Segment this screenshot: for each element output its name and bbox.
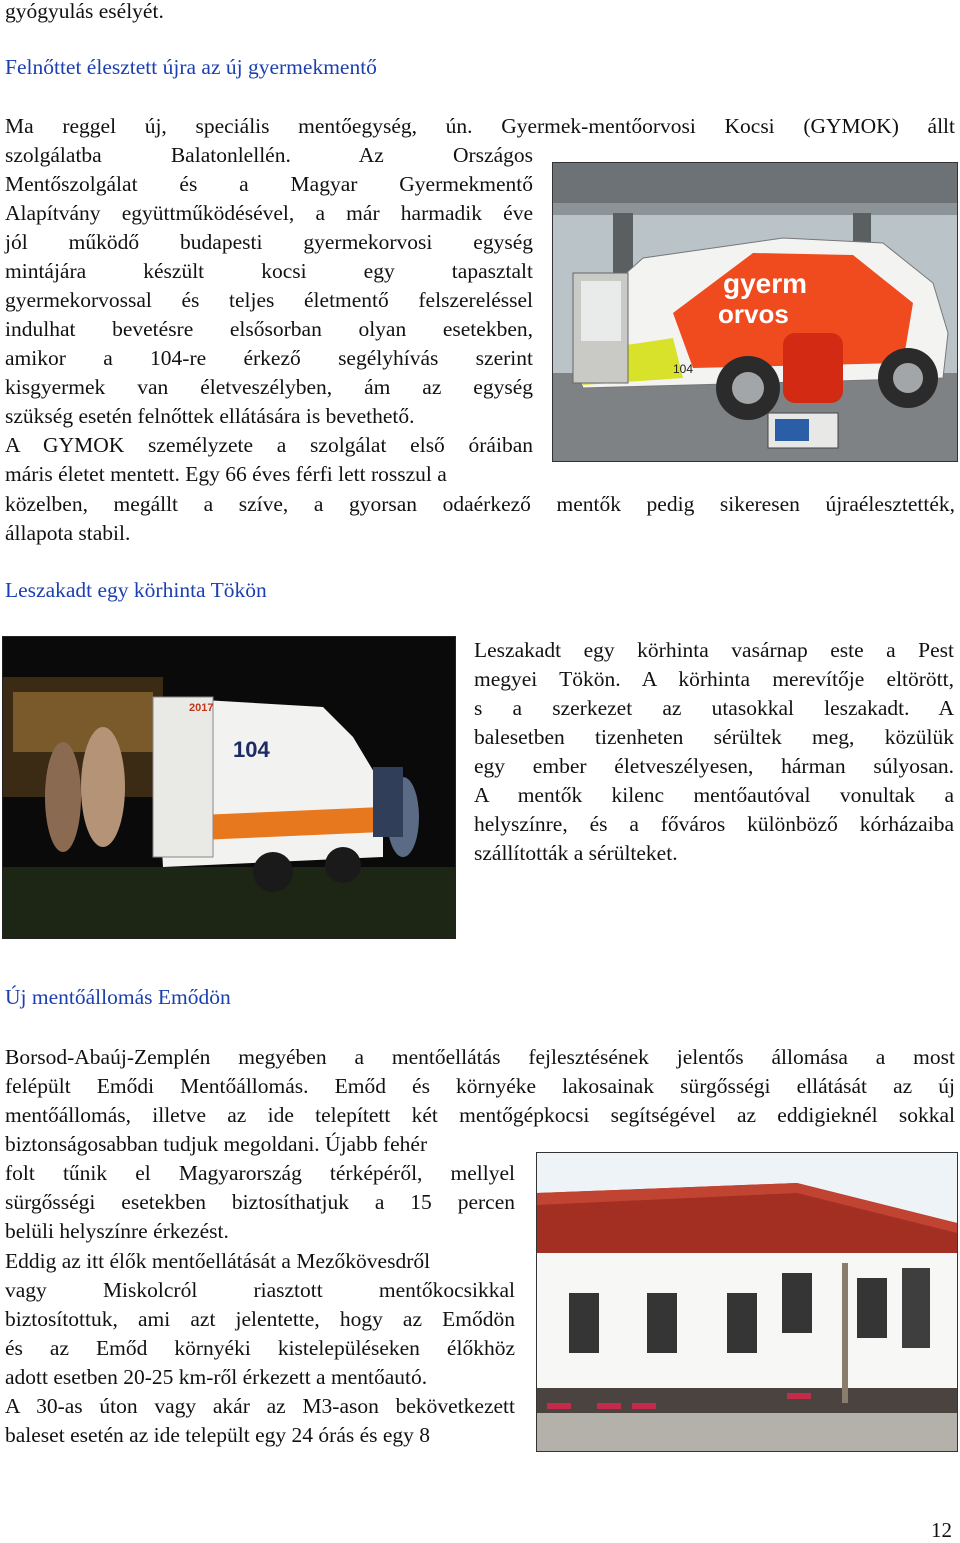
text-line: belüli helyszínre érkezést. xyxy=(5,1219,229,1243)
text-line: Alapítvány együttműködésével, a már harmadik éve xyxy=(5,201,533,225)
text-line: és az Emőd környéki kistelepüléseken élőkhöz xyxy=(5,1336,515,1360)
text-line: felépült Emődi Mentőállomás. Emőd és környéke lakosainak sürgősségi ellátását az új xyxy=(5,1074,955,1098)
text-line: Leszakadt egy körhinta vasárnap este a Pest xyxy=(474,638,954,662)
text-line: jól működő budapesti gyermekorvosi egység xyxy=(5,230,533,254)
text-line: vagy Miskolcról riasztott mentőkocsikkal xyxy=(5,1278,515,1302)
text-line: kisgyermek van életveszélyben, ám az egység xyxy=(5,375,533,399)
text-line: mentőállomás, illetve az ide telepített két mentőgépkocsi segítségével az eddigieknél sokkal xyxy=(5,1103,955,1127)
text-line: megyei Tökön. A körhinta merevítője eltörött, xyxy=(474,667,954,691)
text-line: egy ember életveszélyesen, hárman súlyosan. xyxy=(474,754,954,778)
text-line: Eddig az itt élők mentőellátását a Mezőkövesdről xyxy=(5,1249,431,1273)
article-heading-emod-station: Új mentőállomás Emődön xyxy=(5,985,231,1009)
paragraph-fragment: gyógyulás esélyét. xyxy=(5,0,164,23)
photo-ambulance-at-night xyxy=(2,636,456,939)
text-line: amikor a 104-re érkező segélyhívás szerint xyxy=(5,346,533,370)
page-number: 12 xyxy=(931,1518,952,1542)
text-line: Ma reggel új, speciális mentőegység, ún. Gyermek-mentőorvosi Kocsi (GYMOK) állt xyxy=(5,114,955,138)
text-line: szolgálatba Balatonlellén. Az Országos xyxy=(5,143,533,167)
photo-emod-ambulance-station xyxy=(536,1152,958,1452)
text-line: állapota stabil. xyxy=(5,521,131,545)
text-line: A GYMOK személyzete a szolgálat első óráiban xyxy=(5,433,533,457)
text-line: A 30-as úton vagy akár az M3-ason bekövetkezett xyxy=(5,1394,515,1418)
text-line: közelben, megállt a szíve, a gyorsan odaérkező mentők pedig sikeresen újraélesztették, xyxy=(5,492,955,516)
article-heading-gymok: Felnőttet élesztett újra az új gyermekmentő xyxy=(5,55,377,79)
text-line: biztosítottuk, ami azt jelentette, hogy az Emődön xyxy=(5,1307,515,1331)
text-line: gyermekorvossal és teljes életmentő felszereléssel xyxy=(5,288,533,312)
text-line: indulhat bevetésre elsősorban olyan esetekben, xyxy=(5,317,533,341)
text-line: szállították a sérülteket. xyxy=(474,841,678,865)
text-line: folt tűnik el Magyarország térképéről, mellyel xyxy=(5,1161,515,1185)
text-line: mintájára készült kocsi egy tapasztalt xyxy=(5,259,533,283)
text-line: s a szerkezet az utasokkal leszakadt. A xyxy=(474,696,954,720)
text-line: helyszínre, és a főváros különböző kórházaiba xyxy=(474,812,954,836)
photo-pediatric-ambulance-car xyxy=(552,162,958,462)
text-line: A mentők kilenc mentőautóval vonultak a xyxy=(474,783,954,807)
text-line: szükség esetén felnőttek ellátására is bevethető. xyxy=(5,404,415,428)
text-line: sürgősségi esetekben biztosíthatjuk a 15 percen xyxy=(5,1190,515,1214)
text-line: baleset esetén az ide települt egy 24 órás és egy 8 xyxy=(5,1423,431,1447)
car-phone-number: 104 xyxy=(673,362,694,376)
text-line: biztonságosabban tudjuk megoldani. Újabb fehér xyxy=(5,1132,428,1156)
text-line: máris életet mentett. Egy 66 éves férfi lett rosszul a xyxy=(5,462,447,486)
car-label-text: gyerm xyxy=(723,268,808,299)
text-line: balesetben tizenheten sérültek meg, közülük xyxy=(474,725,954,749)
text-line: Mentőszolgálat és a Magyar Gyermekmentő xyxy=(5,172,533,196)
ambulance-number-text: 104 xyxy=(233,737,270,762)
article-heading-carousel: Leszakadt egy körhinta Tökön xyxy=(5,578,267,602)
text-line: adott esetben 20-25 km-ről érkezett a mentőautó. xyxy=(5,1365,428,1389)
car-label-text: orvos xyxy=(718,299,789,329)
text-line: Borsod-Abaúj-Zemplén megyében a mentőellátás fejlesztésének jelentős állomása a most xyxy=(5,1045,955,1069)
ambulance-year-text: 2017 xyxy=(189,702,214,714)
